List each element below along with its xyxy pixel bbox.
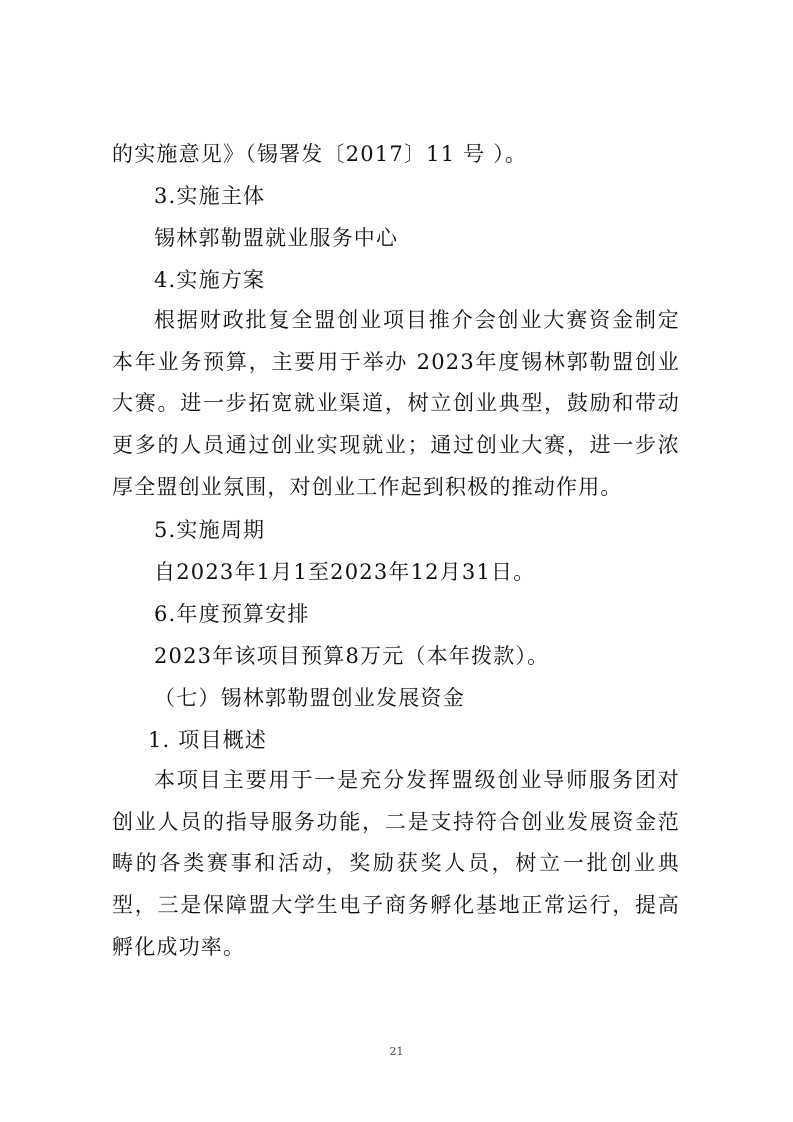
text-implementation-subject: 锡林郭勒盟就业服务中心 (154, 226, 399, 250)
text-annual-budget: 2023年该项目预算8万元（本年拨款）。 (154, 644, 550, 668)
heading-project-overview: 1. 项目概述 (148, 728, 268, 752)
heading-implementation-subject: 3.实施主体 (154, 184, 266, 208)
text-implementation-period: 自2023年1月1至2023年12月31日。 (154, 560, 536, 584)
paragraph-implementation-plan: 根据财政批复全盟创业项目推介会创业大赛资金制定本年业务预算，主要用于举办 2023年度锡林郭勒盟创业大赛。进一步拓宽就业渠道，树立创业典型，鼓励和带动更多的人员通过创业实现就业；通过创业大赛，进一步浓厚全盟创业氛围，对创业工作起到积极的推动作用。 (112, 308, 680, 499)
heading-annual-budget: 6.年度预算安排 (154, 602, 310, 626)
heading-implementation-plan: 4.实施方案 (154, 268, 266, 292)
text-line-opinion-ref: 的实施意见》（锡署发〔2017〕11 号 ）。 (112, 142, 528, 166)
page-number: 21 (389, 1045, 404, 1058)
paragraph-project-overview: 本项目主要用于一是充分发挥盟级创业导师服务团对创业人员的指导服务功能，二是支持符合创业发展资金范畴的各类赛事和活动，奖励获奖人员，树立一批创业典型，三是保障盟大学生电子商务孵化基地正常运行，提高孵化成功率。 (112, 768, 680, 959)
heading-implementation-period: 5.实施周期 (154, 518, 266, 542)
section-heading-entrepreneurship-fund: （七）锡林郭勒盟创业发展资金 (154, 686, 465, 710)
